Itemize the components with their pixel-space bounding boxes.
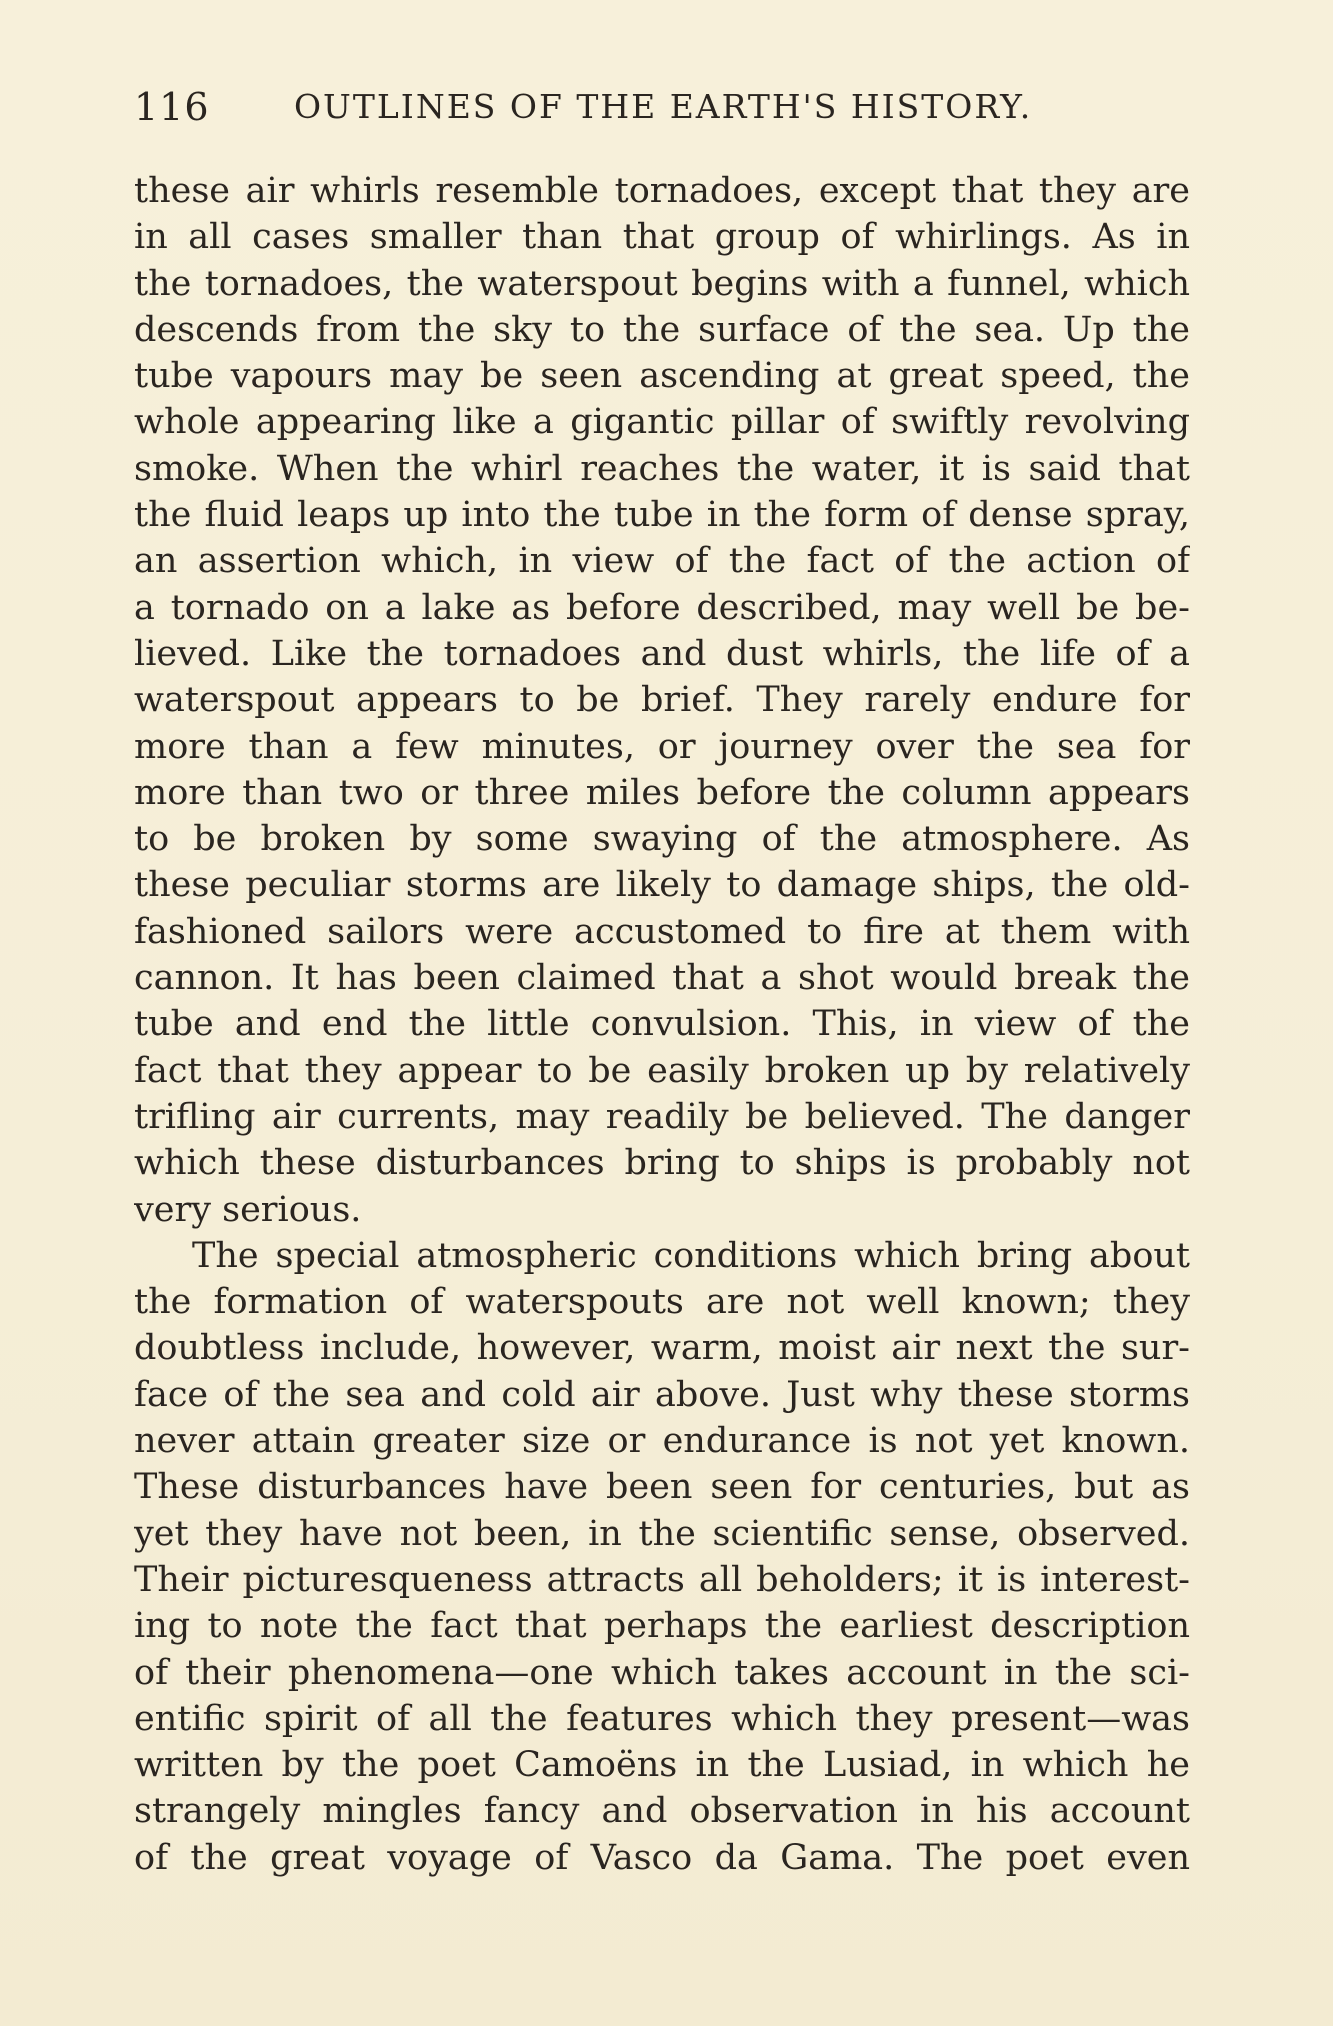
text-line: in all cases smaller than that group of whirlings. As in <box>134 217 1190 258</box>
text-line: a tornado on a lake as before described, may well be be- <box>134 587 1190 628</box>
text-line: whole appearing like a gigantic pillar of swiftly revolving <box>134 402 1190 443</box>
text-line: more than a few minutes, or journey over the sea for <box>134 726 1190 767</box>
text-line: tube vapours may be seen ascending at great speed, the <box>134 356 1190 397</box>
text-line: to be broken by some swaying of the atmosphere. As <box>134 819 1190 860</box>
text-line: of the great voyage of Vasco da Gama. The poet even <box>134 1837 1190 1878</box>
text-line: of their phenomena—one which takes account in the sci- <box>134 1652 1190 1693</box>
text-line: the fluid leaps up into the tube in the form of dense spray, <box>134 495 1190 536</box>
text-line: Their picturesqueness attracts all beholders; it is interest- <box>134 1559 1190 1600</box>
text-line: fashioned sailors were accustomed to fire at them with <box>134 911 1190 952</box>
text-line: the tornadoes, the waterspout begins with a funnel, which <box>134 263 1190 304</box>
text-line: waterspout appears to be brief. They rarely endure for <box>134 680 1190 721</box>
text-line: fact that they appear to be easily broken up by relatively <box>134 1050 1190 1091</box>
text-line: never attain greater size or endurance is not yet known. <box>134 1421 1190 1462</box>
text-line: these peculiar storms are likely to damage ships, the old- <box>134 865 1190 906</box>
text-line: strangely mingles fancy and observation in his account <box>134 1791 1190 1832</box>
text-line: yet they have not been, in the scientific sense, observed. <box>134 1513 1190 1554</box>
text-line: The special atmospheric conditions which bring about <box>192 1235 1190 1276</box>
text-line: written by the poet Camoëns in the Lusiad, in which he <box>134 1745 1190 1786</box>
page-number: 116 <box>134 85 210 129</box>
running-title: OUTLINES OF THE EARTH'S HISTORY. <box>294 87 1033 126</box>
running-head <box>134 82 1190 132</box>
text-line: descends from the sky to the surface of the sea. Up the <box>134 309 1190 350</box>
text-line: very serious. <box>134 1189 362 1230</box>
text-line: smoke. When the whirl reaches the water, it is said that <box>134 448 1190 489</box>
paragraph-2 <box>134 1233 1190 1881</box>
text-line: lieved. Like the tornadoes and dust whirls, the life of a <box>134 633 1190 674</box>
text-line: entific spirit of all the features which they present—was <box>134 1698 1190 1739</box>
body-text <box>134 168 1190 1881</box>
text-line: ing to note the fact that perhaps the earliest description <box>134 1606 1190 1647</box>
text-line: these air whirls resemble tornadoes, except that they are <box>134 171 1190 211</box>
text-line: cannon. It has been claimed that a shot would break the <box>134 958 1190 999</box>
text-line: tube and end the little convulsion. This, in view of the <box>134 1004 1190 1045</box>
text-line: These disturbances have been seen for centuries, but as <box>134 1467 1190 1508</box>
text-line: the formation of waterspouts are not well known; they <box>134 1282 1190 1323</box>
text-line: which these disturbances bring to ships is probably not <box>134 1143 1190 1184</box>
text-line: trifling air currents, may readily be believed. The danger <box>134 1096 1190 1137</box>
text-line: more than two or three miles before the column appears <box>134 772 1190 813</box>
text-line: an assertion which, in view of the fact of the action of <box>134 541 1190 582</box>
text-line: face of the sea and cold air above. Just why these storms <box>134 1374 1190 1415</box>
paragraph-1 <box>134 168 1190 1233</box>
text-line: doubtless include, however, warm, moist air next the sur- <box>134 1328 1190 1369</box>
